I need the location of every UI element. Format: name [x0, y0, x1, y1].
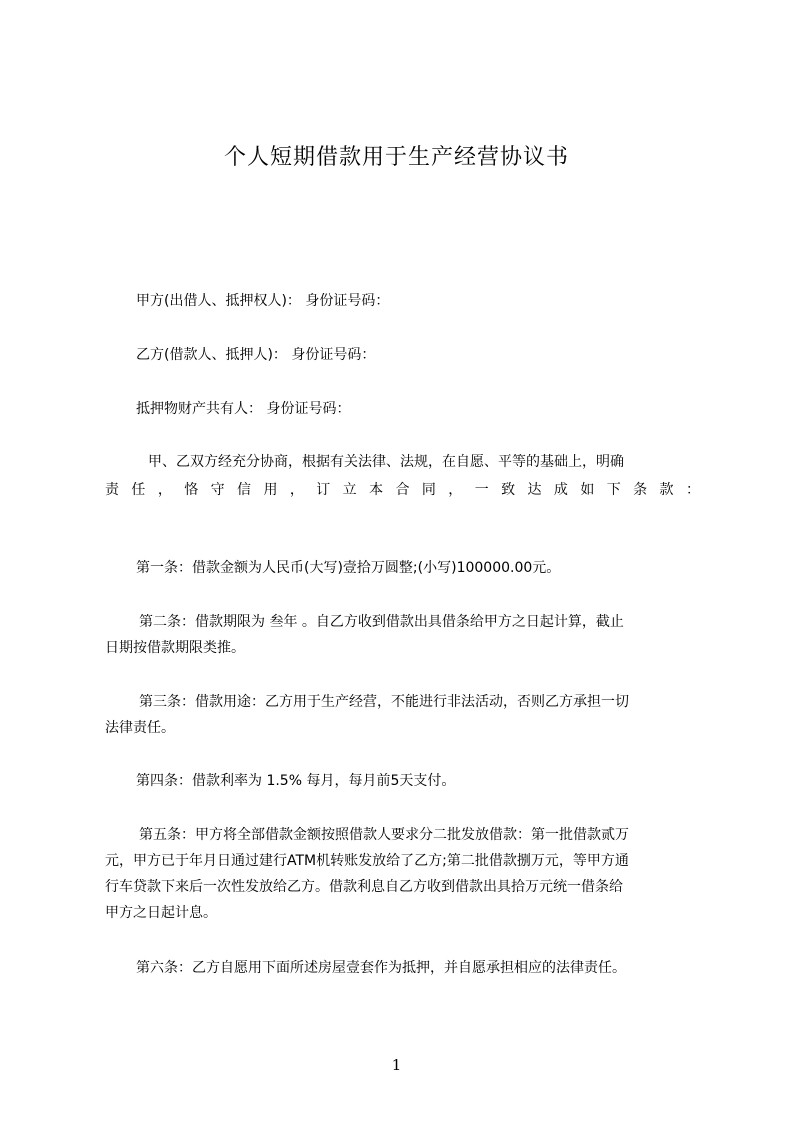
preamble-char: 本: [369, 482, 384, 498]
co-owner-line: 抵押物财产共有人： 身份证号码：: [136, 401, 351, 417]
preamble-char: 成: [553, 482, 568, 498]
article-1: 第一条：借款金额为人民币(大写)壹拾万圆整;(小写)100000.00元。: [136, 560, 561, 576]
preamble-char: 任: [131, 482, 146, 498]
preamble-char: 守: [210, 482, 225, 498]
preamble-char: 致: [501, 482, 516, 498]
preamble-char: 订: [316, 482, 331, 498]
article-5-line-2: 元，甲方已于年月日通过建行ATM机转账发放给了乙方;第二批借款捌万元，等甲方通: [105, 853, 629, 869]
article-4: 第四条：借款利率为 1.5% 每月，每月前5天支付。: [136, 773, 456, 789]
preamble-char: 信: [237, 482, 252, 498]
preamble-char: 下: [606, 482, 621, 498]
preamble-char: 合: [395, 482, 410, 498]
preamble-line-1: 甲、乙双方经充分协商，根据有关法律、法规，在自愿、平等的基础上，明确: [148, 454, 624, 470]
preamble-char: ，: [157, 482, 172, 498]
preamble-char: 一: [474, 482, 489, 498]
preamble-char: 如: [580, 482, 595, 498]
article-5-line-3: 行车贷款下来后一次性发放给乙方。借款利息自乙方收到借款出具拾万元统一借条给: [105, 879, 623, 895]
article-5-line-4: 甲方之日起计息。: [105, 905, 217, 921]
preamble-char: 恪: [184, 482, 199, 498]
document-title: 个人短期借款用于生产经营协议书: [223, 145, 569, 170]
preamble-char: 款: [659, 482, 674, 498]
preamble-char: 责: [105, 482, 119, 498]
preamble-line-2: [105, 480, 700, 500]
preamble-char: 同: [421, 482, 436, 498]
article-3-line-1: 第三条：借款用途：乙方用于生产经营，不能进行非法活动，否则乙方承担一切: [139, 694, 629, 710]
preamble-char: ：: [685, 482, 700, 498]
preamble-char: 达: [527, 482, 542, 498]
preamble-char: ，: [289, 482, 304, 498]
party-b-line: 乙方(借款人、抵押人)： 身份证号码：: [136, 347, 376, 363]
page-number: 1: [391, 1056, 402, 1074]
article-3-line-2: 法律责任。: [105, 720, 175, 736]
party-a-line: 甲方(出借人、抵押权人)： 身份证号码：: [136, 293, 390, 309]
article-6: 第六条：乙方自愿用下面所述房屋壹套作为抵押，并自愿承担相应的法律责任。: [136, 960, 626, 976]
article-5-line-1: 第五条：甲方将全部借款金额按照借款人要求分二批发放借款：第一批借款贰万: [139, 827, 629, 843]
article-2-line-1: 第二条：借款期限为 叁年 。自乙方收到借款出具借条给甲方之日起计算，截止: [139, 614, 624, 630]
article-2-line-2: 日期按借款期限类推。: [105, 640, 245, 656]
preamble-char: ，: [448, 482, 463, 498]
preamble-char: 立: [342, 482, 357, 498]
preamble-char: 条: [633, 482, 648, 498]
preamble-char: 用: [263, 482, 278, 498]
